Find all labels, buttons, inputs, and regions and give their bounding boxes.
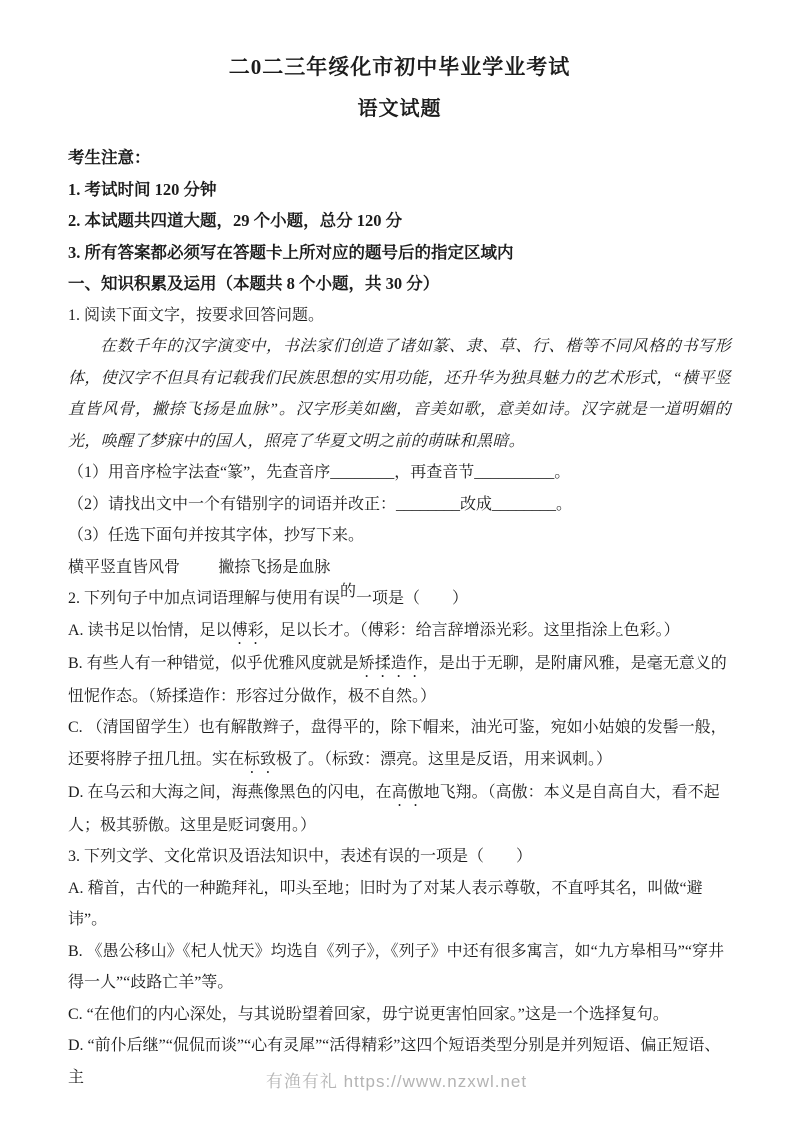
q2-option-d (68, 777, 731, 842)
q2-option-c-post: 极了。（标致：漂亮。这里是反语，用来讽刺。） (276, 750, 613, 768)
q1-sub3: （3）任选下面句并按其字体，抄写下来。 (68, 527, 365, 544)
q2-option-b-emphasized: 矫揉造作 (358, 654, 423, 672)
notice-item-1: 1. 考试时间 120 分钟 (68, 179, 217, 199)
q2-option-a (68, 615, 731, 648)
q2-option-c (68, 712, 731, 777)
q1-copy-phrase-left: 横平竖直皆风骨 (68, 558, 181, 576)
q3-option-d: D. “前仆后继”“侃侃而谈”“心有灵犀”“活得精彩”这四个短语类型分别是并列短语、偏正短语、主 (68, 1037, 721, 1086)
page-title: 二0二三年绥化市初中毕业学业考试 (228, 55, 571, 79)
notice-item-2: 2. 本试题共四道大题，29 个小题，总分 120 分 (68, 211, 403, 230)
notice-item-3: 3. 所有答案都必须写在答题卡上所对应的题号后的指定区域内 (68, 242, 514, 262)
q2-option-d-pre: D. 在乌云和大海之间，海燕像黑色的闪电，在 (68, 783, 392, 801)
q1-sub1: （1）用音序检字法查“篆”，先查音序________，再查音节__________。 (68, 464, 571, 481)
q1-copy-phrase-right: 撇捺飞扬是血脉 (218, 558, 331, 576)
notice-heading: 考生注意： (68, 148, 151, 167)
section1-heading: 一、知识积累及运用（本题共 8 个小题，共 30 分） (68, 274, 440, 293)
q1-copy-line (68, 552, 731, 584)
q2-option-a-emphasized: 傅彩 (231, 621, 264, 639)
q3-option-a: A. 稽首，古代的一种跪拜礼，叩头至地；旧时为了对某人表示尊敬，不直呼其名，叫做“避讳”。 (68, 879, 703, 928)
q1-stem: 1. 阅读下面文字，按要求回答问题。 (68, 306, 325, 324)
q2-option-d-emphasized: 高傲 (391, 783, 424, 801)
page-subtitle: 语文试题 (357, 98, 442, 120)
footer-watermark: 有渔有礼 https://www.nzxwl.net (265, 1072, 528, 1091)
q2-stem (68, 583, 731, 615)
q2-stem-superscript: 的 (340, 582, 357, 600)
q3-option-b: B. 《愚公移山》《杞人忧天》均选自《列子》，《列子》中还有很多寓言，如“九方皋相马”“穿井得一人”“歧路亡羊”等。 (68, 942, 724, 991)
q2-stem-post: 一项是（ ） (356, 590, 469, 607)
q3-stem: 3. 下列文学、文化常识及语法知识中，表述有误的一项是（ ） (68, 848, 533, 865)
q2-option-a-pre: A. 读书足以怡情，足以 (68, 621, 232, 639)
q1-sub2: （2）请找出文中一个有错别字的词语并改正：________改成________。 (68, 495, 573, 513)
q2-option-d-post: 地飞翔。（高傲：本义是自高自大，看不起人；极其骄傲。这里是贬词褒用。） (68, 783, 720, 834)
q2-option-b (68, 648, 731, 713)
q2-option-c-emphasized: 标致 (244, 750, 277, 768)
q3-option-c: C. “在他们的内心深处，与其说盼望着回家，毋宁说更害怕回家。”这是一个选择复句。 (68, 1005, 669, 1023)
q2-option-b-pre: B. 有些人有一种错觉，似乎优雅风度就是 (68, 654, 359, 672)
q2-stem-pre: 2. 下列句子中加点词语理解与使用有误 (68, 590, 341, 607)
q2-option-a-post: ，足以长才。（傅彩：给言辞增添光彩。这里指涂上色彩。） (263, 621, 680, 639)
q2-option-c-pre: C. （清国留学生）也有解散辫子，盘得平的，除下帽来，油光可鉴，宛如小姑娘的发髻一般，还要将脖子扭几扭。实在 (68, 719, 727, 768)
q2-option-b-post: ，是出于无聊，是附庸风雅，是毫无意义的忸怩作态。（矫揉造作：形容过分做作，极不自然。） (68, 654, 727, 705)
q1-passage: 在数千年的汉字演变中，书法家们创造了诸如篆、隶、草、行、楷等不同风格的书写形体，使汉字不但具有记载我们民族思想的实用功能，还升华为独具魅力的艺术形式，“横平竖直皆风骨，撇捺飞扬是血脉”。汉字形美如幽，音美如歌，意美如诗。汉字就是一道明媚的光，唤醒了梦寐中的国人，照亮了华夏文明之前的萌昧和黑暗。 (68, 338, 731, 450)
